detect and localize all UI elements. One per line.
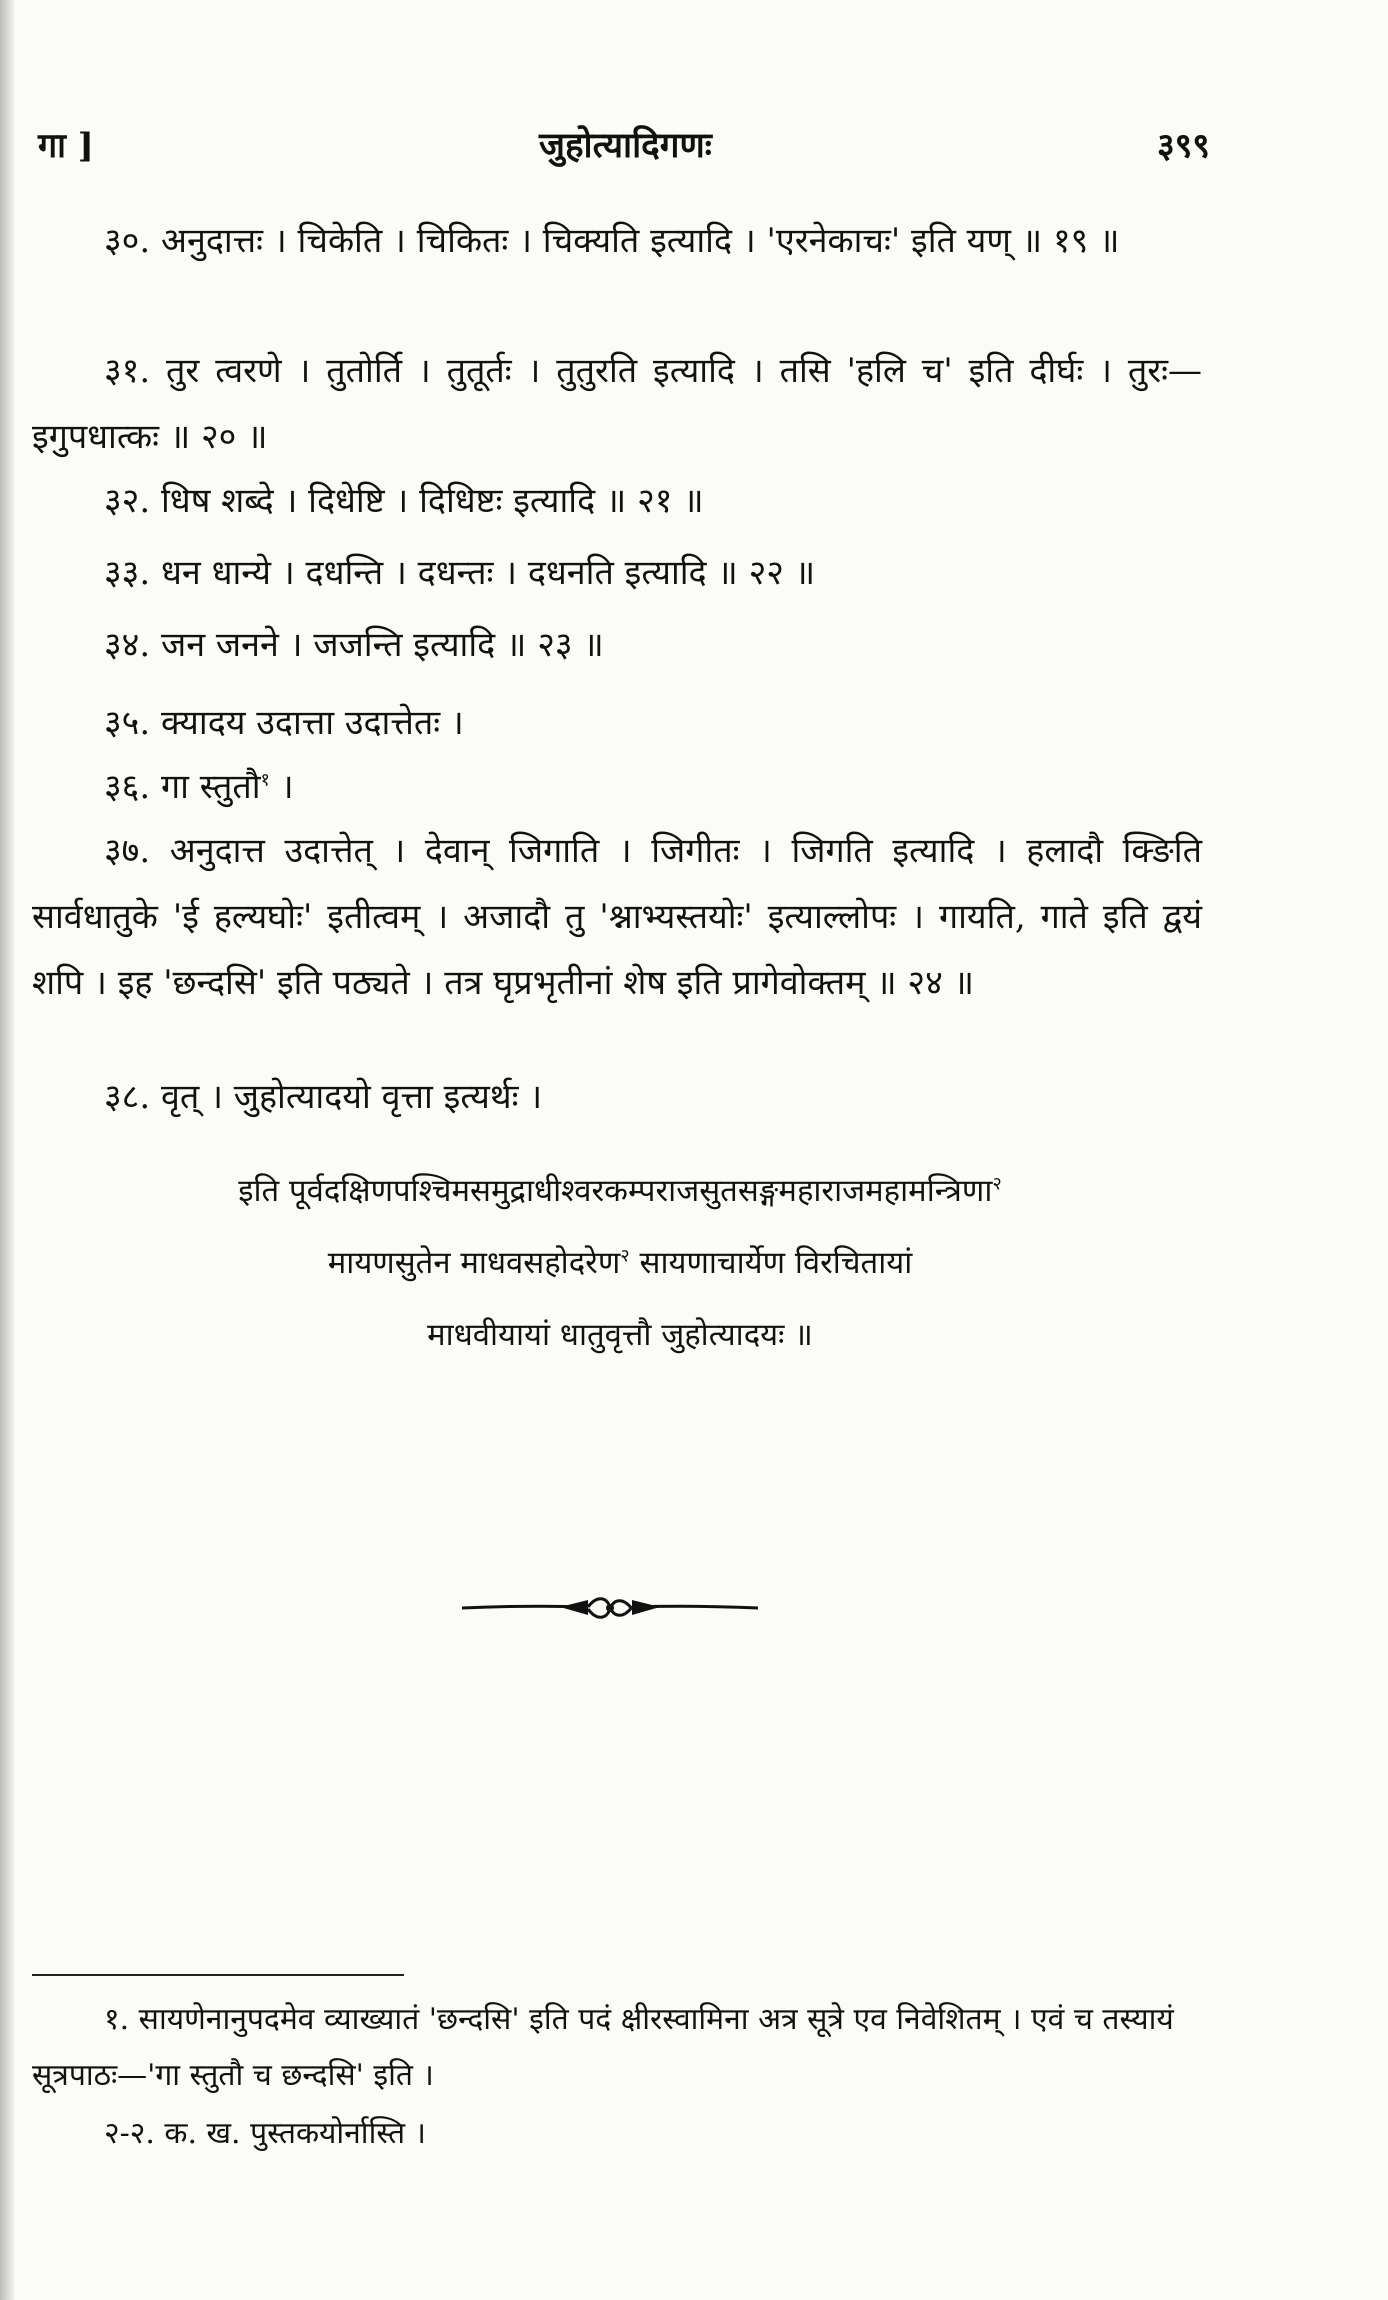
ornament-divider-icon (460, 1588, 760, 1628)
footnote-ref-2b: २ (620, 1245, 630, 1267)
paragraph-36 (32, 754, 1202, 820)
footnote-ref-1: १ (260, 769, 270, 791)
paragraph-30: ३०. अनुदात्तः । चिकेति । चिकितः । चिक्यति इत्यादि । 'एरनेकाचः' इति यण् ॥ १९ ॥ (104, 221, 1120, 261)
header-left: गा ] (38, 126, 94, 166)
paragraph-35: ३५. क्यादय उदात्ता उदात्तेतः । (104, 703, 464, 743)
header-page-number: ३९९ (1156, 126, 1210, 166)
paragraph-32: ३२. धिष शब्दे । दिधेष्टि । दिधिष्टः इत्यादि ॥ २१ ॥ (104, 481, 704, 521)
header-title: जुहोत्यादिगणः (538, 124, 712, 166)
paragraph-37: ३७. अनुदात्त उदात्तेत् । देवान् जिगाति । जिगीतः । जिगति इत्यादि । हलादौ क्ङिति सार्वधातुके 'ई हल्यघोः' इतीत्वम् । अजादौ तु 'श्नाभ्यस्तयोः' इत्याल्लोपः । गायति, गाते इति द्वयं शपि । इह 'छन्दसि' इति पठ्यते । तत्र घृप्रभृतीनां शेष इति प्रागेवोक्तम् ॥ २४ ॥ (32, 831, 1202, 1003)
colophon-line-2: मायणसुतेन माधवसहोदरेण$^२$ सायणाचार्येण विरचितायां (327, 1245, 913, 1281)
colophon-line-1: इति पूर्वदक्षिणपश्चिमसमुद्राधीश्वरकम्पराजसुतसङ्गमहाराजमहामन्त्रिणा$^२$ (238, 1173, 1002, 1209)
footnote-1: १. सायणेनानुपदमेव व्याख्यातं 'छन्दसि' इति पदं क्षीरस्वामिना अत्र सूत्रे एव निवेशितम् । एवं च तस्यायं सूत्रपाठः—'गा स्तुतौ च छन्दसि' इति । (32, 2002, 1174, 2093)
paragraph-31: ३१. तुर त्वरणे । तुतोर्ति । तुतूर्तः । तुतुरति इत्यादि । तसि 'हलि च' इति दीर्घः । तुरः—इगुपधात्कः ॥ २० ॥ (32, 351, 1202, 457)
line36-text: ३६. गा स्तुतौ (104, 767, 261, 807)
paragraph-38: ३८. वृत् । जुहोत्यादयो वृत्ता इत्यर्थः । (104, 1077, 543, 1117)
footnote-ref-2a: २ (992, 1173, 1002, 1195)
footnote-rule (32, 1974, 404, 1976)
colophon-line-3: माधवीयायां धातुवृत्तौ जुहोत्यादयः ॥ (427, 1317, 813, 1353)
paragraph-33: ३३. धन धान्ये । दधन्ति । दधन्तः । दधनति इत्यादि ॥ २२ ॥ (104, 553, 816, 593)
paragraph-34: ३४. जन जनने । जजन्ति इत्यादि ॥ २३ ॥ (104, 625, 604, 665)
line36-end: । (269, 767, 294, 807)
page-edge (0, 0, 14, 2300)
footnote-2: २-२. क. ख. पुस्तकयोर्नास्ति । (104, 2116, 427, 2151)
page-header (38, 118, 1210, 170)
colophon (40, 1155, 1200, 1371)
